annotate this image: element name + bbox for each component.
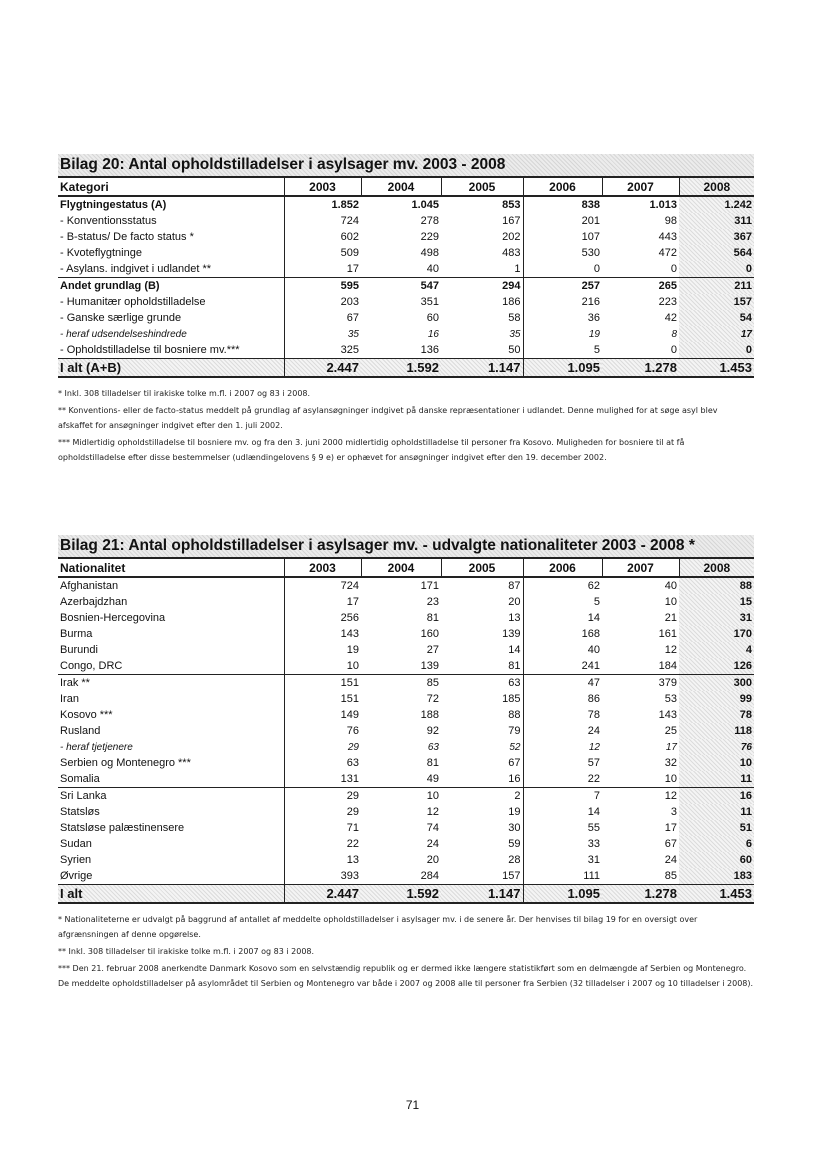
table-row (58, 642, 754, 658)
column-header: 2008 (679, 177, 754, 196)
table-cell: 81 (441, 658, 523, 675)
row-label: Øvrige (60, 870, 93, 882)
table-cell: 85 (426, 677, 439, 689)
table-cell: 92 (426, 725, 439, 737)
table-row (58, 196, 754, 213)
table-row (58, 836, 754, 852)
table-cell: 157 (679, 294, 754, 310)
table-cell: 60 (426, 312, 439, 324)
table-cell: 0 (679, 261, 754, 278)
table-cell: 11 (679, 771, 754, 788)
table-cell: 42 (664, 312, 677, 324)
table-cell: 16 (679, 788, 754, 805)
table-cell: 74 (426, 822, 439, 834)
table-cell: 22 (284, 836, 361, 852)
table-cell: 183 (679, 868, 754, 885)
column-header: 2004 (361, 177, 441, 196)
table-cell: 202 (502, 231, 521, 243)
table-cell: 1.045 (411, 199, 439, 211)
table-cell: 40 (361, 261, 441, 278)
table-cell: 81 (426, 757, 439, 769)
table-row (58, 804, 754, 820)
table-cell: 72 (426, 693, 439, 705)
row-label: Statsløse palæstinensere (60, 822, 185, 834)
total-cell: 1.278 (602, 885, 679, 904)
row-label: Irak ** (60, 677, 90, 689)
table-cell: 12 (664, 790, 677, 802)
column-header: 2007 (602, 177, 679, 196)
table-cell: 223 (658, 296, 677, 308)
table-cell: 86 (523, 691, 602, 707)
table-cell: 57 (523, 755, 602, 771)
row-label: - Konventionsstatus (60, 215, 157, 227)
table-header-row (58, 177, 754, 196)
table-cell: 63 (508, 677, 521, 689)
table-cell: 40 (523, 642, 602, 658)
table-cell: 25 (664, 725, 677, 737)
table-row (58, 342, 754, 359)
row-label: Burundi (60, 644, 98, 656)
table-cell: 14 (523, 610, 602, 626)
table-cell: 63 (427, 741, 439, 753)
table-cell: 35 (509, 328, 521, 340)
total-cell: 1.592 (361, 885, 441, 904)
table-cell: 118 (679, 723, 754, 739)
table-cell: 0 (602, 261, 679, 278)
table-row (58, 229, 754, 245)
table-cell: 76 (284, 723, 361, 739)
table-cell: 294 (502, 280, 521, 292)
table-cell: 724 (284, 577, 361, 594)
table-row (58, 594, 754, 610)
table-cell: 311 (679, 213, 754, 229)
bilag-20-title: Bilag 20: Antal opholdstilladelser i asylsager mv. 2003 - 2008 (58, 154, 754, 176)
table-row (58, 577, 754, 594)
table-cell: 17 (284, 261, 361, 278)
table-cell: 24 (664, 854, 677, 866)
row-label: - Asylans. indgivet i udlandet ** (58, 261, 284, 278)
table-cell: 724 (284, 213, 361, 229)
footnote: * Nationaliteterne er udvalgt på baggrund af antallet af meddelte opholdstilladelser i asylsager mv. i de senere år. Der henvises til bilag 19 for en oversigt over afgrænsningen af denne opgørelse. (58, 915, 698, 939)
table-cell: 19 (523, 326, 602, 342)
column-header: 2003 (284, 558, 361, 577)
table-cell: 12 (426, 806, 439, 818)
table-row (58, 326, 754, 342)
table-cell: 0 (523, 261, 602, 278)
table-cell: 30 (508, 822, 521, 834)
row-label: Syrien (60, 854, 92, 866)
table-row (58, 658, 754, 675)
table-cell: 203 (284, 294, 361, 310)
table-cell: 0 (679, 342, 754, 359)
table-cell: 186 (502, 296, 521, 308)
table-cell: 216 (523, 294, 602, 310)
table-cell: 23 (426, 596, 439, 608)
table-cell: 17 (284, 594, 361, 610)
table-cell: 67 (284, 310, 361, 326)
table-cell: 19 (284, 642, 361, 658)
table-cell: 284 (420, 870, 439, 882)
table-cell: 10 (426, 790, 439, 802)
table-cell: 10 (284, 658, 361, 675)
table-cell: 36 (523, 310, 602, 326)
table-cell: 67 (664, 838, 677, 850)
bilag-20-table (58, 176, 754, 378)
table-row (58, 852, 754, 868)
table-row (58, 820, 754, 836)
table-cell: 111 (523, 868, 602, 885)
table-row (58, 788, 754, 805)
table-cell: 229 (420, 231, 439, 243)
footnote: *** Midlertidig opholdstilladelse til bosniere mv. og fra den 3. juni 2000 midlertidig opholdstilladelse til personer fra Kosovo. Muligheden for bosniere til at få opholdstilladelse efter disse bestemmelser (udlændingelovens § 9 e) er ophævet for ansøgninger indgivet efter den 19. december 2002. (58, 438, 685, 462)
table-cell: 14 (523, 804, 602, 820)
table-row (58, 245, 754, 261)
row-label: Iran (60, 693, 79, 705)
table-cell: 63 (284, 755, 361, 771)
table-cell: 60 (679, 852, 754, 868)
row-label: Somalia (58, 771, 284, 788)
row-label: Kosovo *** (60, 709, 113, 721)
table-cell: 6 (679, 836, 754, 852)
table-cell: 16 (441, 771, 523, 788)
table-cell: 32 (664, 757, 677, 769)
row-label: - heraf udsendelseshindrede (60, 328, 187, 340)
table-cell: 88 (679, 577, 754, 594)
table-cell: 19 (508, 806, 521, 818)
table-cell: 20 (508, 596, 521, 608)
table-cell: 170 (679, 626, 754, 642)
table-cell: 151 (284, 691, 361, 707)
table-cell: 257 (523, 278, 602, 295)
row-label: Sri Lanka (60, 790, 107, 802)
table-cell: 17 (664, 822, 677, 834)
table-cell: 17 (679, 326, 754, 342)
table-cell: 5 (523, 594, 602, 610)
table-cell: 241 (523, 658, 602, 675)
table-cell: 29 (284, 739, 361, 755)
total-cell: 2.447 (284, 359, 361, 378)
row-label: Andet grundlag (B) (60, 280, 160, 292)
row-label: - heraf tjetjenere (60, 741, 133, 753)
table-cell: 67 (508, 757, 521, 769)
table-cell: 10 (602, 771, 679, 788)
table-cell: 853 (502, 199, 521, 211)
column-header: 2007 (602, 558, 679, 577)
table-cell: 55 (523, 820, 602, 836)
table-cell: 211 (679, 278, 754, 295)
table-cell: 167 (502, 215, 521, 227)
column-header: 2008 (679, 558, 754, 577)
table-cell: 136 (420, 344, 439, 356)
table-cell: 157 (502, 870, 521, 882)
table-cell: 79 (508, 725, 521, 737)
column-header: 2003 (284, 177, 361, 196)
row-label: Congo, DRC (58, 658, 284, 675)
column-header: 2005 (441, 177, 523, 196)
column-header: 2005 (441, 558, 523, 577)
row-label: Bosnien-Hercegovina (60, 612, 166, 624)
column-header: 2004 (361, 558, 441, 577)
bilag-21-title: Bilag 21: Antal opholdstilladelser i asylsager mv. - udvalgte nationaliteter 2003 - 2008 * (58, 535, 754, 557)
row-label: - B-status/ De facto status * (60, 231, 194, 243)
footnote: * Inkl. 308 tilladelser til irakiske tolke m.fl. i 2007 og 83 i 2008. (58, 389, 311, 398)
table-row (58, 723, 754, 739)
table-cell: 107 (523, 229, 602, 245)
total-cell: 1.147 (441, 885, 523, 904)
table-cell: 4 (679, 642, 754, 658)
column-header: 2006 (523, 177, 602, 196)
footnote: ** Inkl. 308 tilladelser til irakiske tolke m.fl. i 2007 og 83 i 2008. (58, 947, 315, 956)
table-cell: 201 (523, 213, 602, 229)
column-header: 2006 (523, 558, 602, 577)
table-row (58, 213, 754, 229)
table-cell: 498 (420, 247, 439, 259)
table-cell: 171 (420, 580, 439, 592)
table-cell: 509 (284, 245, 361, 261)
table-cell: 351 (420, 296, 439, 308)
table-cell: 54 (679, 310, 754, 326)
table-cell: 78 (523, 707, 602, 723)
table-cell: 0 (670, 344, 677, 356)
total-cell: 1.095 (523, 359, 602, 378)
table-cell: 11 (679, 804, 754, 820)
table-cell: 143 (658, 709, 677, 721)
table-cell: 325 (284, 342, 361, 359)
table-cell: 1 (441, 261, 523, 278)
bilag-20-section (58, 154, 754, 467)
table-cell: 139 (502, 628, 521, 640)
table-cell: 14 (508, 644, 521, 656)
table-cell: 472 (658, 247, 677, 259)
row-label: Afghanistan (60, 580, 119, 592)
table-cell: 12 (664, 644, 677, 656)
total-cell: 1.453 (679, 885, 754, 904)
table-cell: 27 (426, 644, 439, 656)
table-cell: 143 (284, 626, 361, 642)
table-row (58, 755, 754, 771)
table-cell: 22 (523, 771, 602, 788)
row-label: - Kvoteflygtninge (60, 247, 142, 259)
table-cell: 10 (679, 755, 754, 771)
table-cell: 16 (427, 328, 439, 340)
table-cell: 13 (508, 612, 521, 624)
table-cell: 168 (523, 626, 602, 642)
total-row (58, 359, 754, 378)
row-label: - Ganske særlige grunde (60, 312, 182, 324)
table-cell: 7 (523, 788, 602, 805)
table-cell: 24 (426, 838, 439, 850)
table-cell: 1.852 (284, 196, 361, 213)
table-cell: 564 (679, 245, 754, 261)
table-cell: 367 (679, 229, 754, 245)
footnote: *** Den 21. februar 2008 anerkendte Danmark Kosovo som en selvstændig republik og er dermed ikke længere statistikført som en delmængde af Serbien og Montenegro. De meddelte opholdstilladelser på asylområdet til Serbien og Montenegro var både i 2007 og 2008 alle til personer fra Serbien (32 tilladelser i 2007 og 10 tilladelser i 2008). (58, 964, 754, 988)
table-cell: 838 (523, 196, 602, 213)
row-label: Flygtningestatus (A) (60, 199, 167, 211)
table-cell: 10 (664, 596, 677, 608)
row-label: - Humanitær opholdstilladelse (60, 296, 206, 308)
table-row (58, 610, 754, 626)
column-header: Nationalitet (58, 558, 284, 577)
table-cell: 1.013 (649, 199, 677, 211)
table-cell: 85 (664, 870, 677, 882)
table-cell: 443 (658, 231, 677, 243)
total-cell: 1.147 (441, 359, 523, 378)
row-label: Burma (60, 628, 93, 640)
table-cell: 139 (361, 658, 441, 675)
table-cell: 71 (284, 820, 361, 836)
table-row (58, 310, 754, 326)
table-row (58, 294, 754, 310)
table-cell: 35 (284, 326, 361, 342)
table-cell: 151 (284, 675, 361, 692)
table-cell: 20 (426, 854, 439, 866)
table-cell: 31 (679, 610, 754, 626)
table-cell: 188 (420, 709, 439, 721)
table-cell: 184 (602, 658, 679, 675)
table-cell: 87 (508, 580, 521, 592)
total-label: I alt (A+B) (58, 359, 284, 378)
table-cell: 126 (679, 658, 754, 675)
total-cell: 1.278 (602, 359, 679, 378)
table-cell: 3 (670, 806, 677, 818)
table-cell: 76 (679, 739, 754, 755)
table-row (58, 691, 754, 707)
total-cell: 1.095 (523, 885, 602, 904)
table-cell: 21 (664, 612, 677, 624)
table-cell: 53 (664, 693, 677, 705)
table-cell: 28 (508, 854, 521, 866)
table-cell: 49 (361, 771, 441, 788)
column-header: Kategori (58, 177, 284, 196)
table-cell: 50 (508, 344, 521, 356)
table-cell: 547 (420, 280, 439, 292)
bilag-21-footnotes (58, 912, 754, 991)
table-cell: 98 (664, 215, 677, 227)
table-cell: 15 (679, 594, 754, 610)
table-cell: 2 (514, 790, 521, 802)
table-cell: 5 (523, 342, 602, 359)
row-label: - Opholdstilladelse til bosniere mv.*** (60, 344, 240, 356)
table-row (58, 739, 754, 755)
table-cell: 47 (523, 675, 602, 692)
table-row (58, 278, 754, 295)
bilag-21-section (58, 535, 754, 993)
table-row (58, 675, 754, 692)
bilag-20-footnotes (58, 386, 754, 465)
total-cell: 1.453 (679, 359, 754, 378)
table-cell: 17 (665, 741, 677, 753)
table-cell: 99 (679, 691, 754, 707)
table-cell: 595 (284, 278, 361, 295)
table-cell: 88 (508, 709, 521, 721)
total-label: I alt (58, 885, 284, 904)
table-cell: 52 (509, 741, 521, 753)
total-row (58, 885, 754, 904)
footnote: ** Konventions- eller de facto-status meddelt på grundlag af asylansøgninger indgivet på danske repræsentationer i udlandet. Denne mulighed for at søge asyl blev afskaffet for ansøgninger indgivet efter den 1. juli 2002. (58, 406, 718, 430)
total-cell: 1.592 (361, 359, 441, 378)
table-cell: 62 (523, 577, 602, 594)
table-cell: 31 (523, 852, 602, 868)
table-cell: 393 (284, 868, 361, 885)
table-row (58, 868, 754, 885)
table-cell: 278 (420, 215, 439, 227)
row-label: Rusland (60, 725, 101, 737)
table-cell: 379 (658, 677, 677, 689)
table-cell: 265 (658, 280, 677, 292)
row-label: Azerbajdzhan (60, 596, 128, 608)
row-label: Sudan (60, 838, 92, 850)
table-cell: 12 (523, 739, 602, 755)
table-cell: 1.242 (679, 196, 754, 213)
page-number: 71 (405, 1098, 420, 1112)
table-cell: 29 (284, 788, 361, 805)
table-cell: 256 (284, 610, 361, 626)
table-cell: 78 (679, 707, 754, 723)
row-label: Serbien og Montenegro *** (60, 757, 191, 769)
table-cell: 149 (284, 707, 361, 723)
table-header-row (58, 558, 754, 577)
table-cell: 185 (502, 693, 521, 705)
table-cell: 81 (426, 612, 439, 624)
table-cell: 530 (523, 245, 602, 261)
table-cell: 483 (502, 247, 521, 259)
table-cell: 160 (420, 628, 439, 640)
table-cell: 24 (523, 723, 602, 739)
table-row (58, 261, 754, 278)
table-cell: 8 (671, 328, 677, 340)
table-cell: 58 (508, 312, 521, 324)
table-cell: 33 (523, 836, 602, 852)
table-cell: 59 (508, 838, 521, 850)
table-cell: 51 (679, 820, 754, 836)
table-row (58, 771, 754, 788)
total-cell: 2.447 (284, 885, 361, 904)
table-cell: 40 (664, 580, 677, 592)
table-cell: 300 (679, 675, 754, 692)
table-row (58, 707, 754, 723)
table-cell: 29 (284, 804, 361, 820)
table-cell: 131 (284, 771, 361, 788)
table-cell: 602 (284, 229, 361, 245)
table-cell: 13 (284, 852, 361, 868)
table-row (58, 626, 754, 642)
table-cell: 161 (658, 628, 677, 640)
bilag-21-table (58, 557, 754, 904)
row-label: Statsløs (60, 806, 100, 818)
